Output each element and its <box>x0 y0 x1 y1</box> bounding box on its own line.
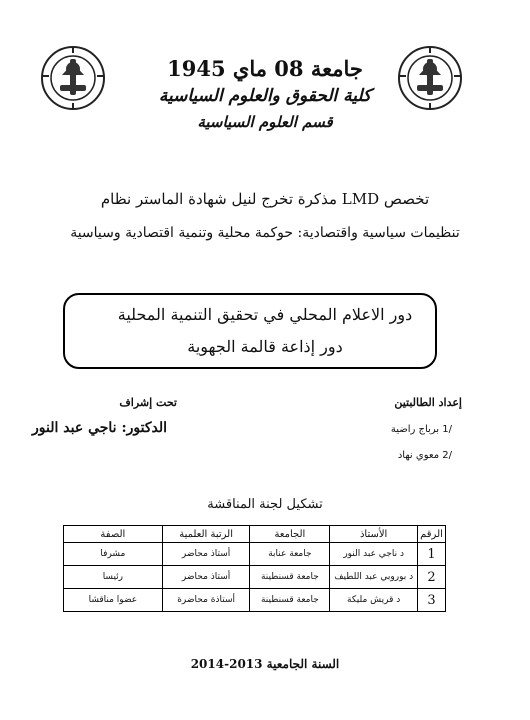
thesis-title-line-1: دور الاعلام المحلي في تحقيق التنمية المحلية <box>117 305 413 324</box>
column-header: الجامعة <box>250 526 330 543</box>
column-header: الرتبة العلمية <box>162 526 250 543</box>
table-cell: مشرفا <box>64 543 163 566</box>
student-name: /2 معوي نهاد <box>397 450 452 461</box>
table-cell: 3 <box>418 589 446 612</box>
university-name: جامعة 08 ماي 1945 <box>167 56 363 81</box>
table-cell: عضوا مناقشا <box>64 589 163 612</box>
table-cell: جامعة عنابة <box>250 543 330 566</box>
table-cell: د قريش مليكة <box>330 589 418 612</box>
department-name: قسم العلوم السياسية <box>197 113 333 131</box>
column-header: الرقم <box>418 526 446 543</box>
table-cell: أستاذ محاضر <box>162 543 250 566</box>
memo-statement: مذكرة تخرج لنيل شهادة الماستر نظام LMD تخصص <box>100 190 430 208</box>
table-cell: رئيسا <box>64 566 163 589</box>
students-label: إعداد الطالبتين <box>394 396 462 409</box>
academic-year: السنة الجامعية 2013-2014 <box>190 657 340 671</box>
table-cell: 1 <box>418 543 446 566</box>
specialization: تنظيمات سياسية واقتصادية: حوكمة محلية وتنمية اقتصادية وسياسية <box>70 225 460 241</box>
table-header-row <box>64 526 446 543</box>
table-cell: جامعة قسنطينة <box>250 566 330 589</box>
table-cell: د ناجي عبد النور <box>330 543 418 566</box>
column-header: الأستاذ <box>330 526 418 543</box>
faculty-name: كلية الحقوق والعلوم السياسية <box>158 86 372 106</box>
thesis-title-line-2: دور إذاعة قالمة الجهوية <box>187 337 343 356</box>
table-cell: أستاذة محاضرة <box>162 589 250 612</box>
table-row <box>64 566 446 589</box>
student-name: /1 برباج راضية <box>390 424 452 435</box>
table-cell: جامعة قسنطينة <box>250 589 330 612</box>
supervisor-name: الدكتور: ناجي عبد النور <box>32 420 167 436</box>
committee-label: تشكيل لجنة المناقشة <box>207 497 323 512</box>
supervision-label: تحت إشراف <box>119 396 177 409</box>
table-row <box>64 589 446 612</box>
table-cell: أستاذ محاضر <box>162 566 250 589</box>
column-header: الصفة <box>64 526 163 543</box>
committee-table <box>63 525 446 612</box>
table-cell: 2 <box>418 566 446 589</box>
table-row <box>64 543 446 566</box>
table-cell: د بوروبي عبد اللطيف <box>330 566 418 589</box>
